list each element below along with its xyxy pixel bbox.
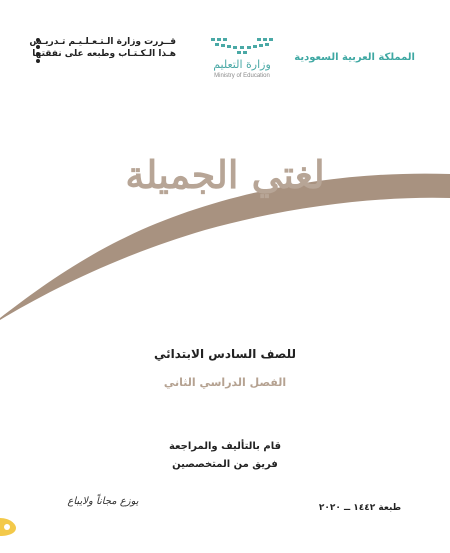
semester-label: الفصل الدراسي الثاني bbox=[163, 376, 287, 389]
decree-line-2: هـذا الـكـتـاب وطبعه على نفقتها bbox=[32, 49, 176, 59]
kingdom-name: المملكة العربية السعودية bbox=[294, 52, 415, 63]
authors-credit bbox=[130, 438, 320, 474]
book-title: لغتي الجميلة bbox=[125, 152, 325, 197]
ministry-of-education-logo-icon bbox=[209, 36, 275, 56]
edition-label: طبعة ١٤٤٢ ــ ٢٠٢٠ bbox=[318, 503, 402, 513]
free-distribution-note: يوزع مجاناً ولايباع bbox=[67, 496, 139, 507]
authors-line-1: قام بالتأليف والمراجعة bbox=[168, 441, 282, 452]
grade-level: للصف السادس الابتدائي bbox=[153, 347, 297, 361]
authors-line-2: فريق من المتخصصين bbox=[172, 459, 278, 470]
ministry-name-ar: وزارة التعليم bbox=[213, 58, 271, 71]
ministry-logo bbox=[192, 36, 292, 80]
ministry-decree bbox=[29, 36, 176, 60]
corner-mark-icon bbox=[0, 516, 18, 538]
decree-line-1: قــررت وزارة الـتـعـلـيـم تـدريـس bbox=[29, 37, 176, 47]
ministry-name-en: Ministry of Education bbox=[214, 73, 270, 79]
